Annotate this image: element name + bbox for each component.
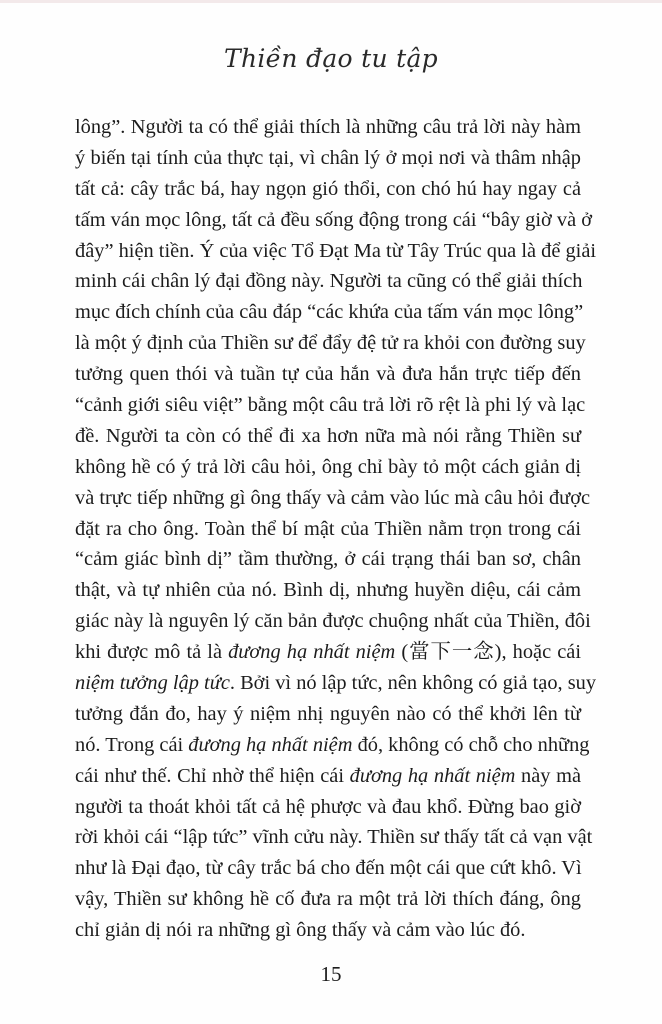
text-line [75, 514, 581, 545]
text-segment: ý biến tại tính của thực tại, vì chân lý ở mọi nơi và thâm nhập [75, 146, 581, 169]
text-segment: không hề có ý trả lời câu hỏi, ông chỉ bày tỏ một cách giản dị [75, 455, 581, 478]
text-line [75, 544, 581, 575]
text-segment: cái như thế. Chỉ nhờ thể hiện cái [75, 764, 350, 787]
text-line [75, 236, 597, 267]
text-line [75, 730, 590, 761]
text-line [75, 359, 581, 390]
text-segment: tấm ván mọc lông, tất cả đều sống động trong cái “bây giờ và ở [75, 208, 593, 231]
text-segment: đó, không có chỗ cho những [352, 733, 590, 756]
text-line [75, 915, 581, 946]
text-segment: là một ý định của Thiền sư để đẩy đệ tử ra khỏi con đường suy [75, 332, 586, 355]
italic-term: niệm tưởng lập tức [75, 672, 230, 695]
text-segment: lông”. Người ta có thể giải thích là những câu trả lời này hàm [75, 116, 581, 138]
text-line [75, 143, 581, 174]
text-segment: đề. Người ta còn có thể đi xa hơn nữa mà nói rằng Thiền sư [75, 424, 581, 447]
italic-term: đương hạ nhất niệm [228, 641, 396, 664]
text-line [75, 822, 593, 853]
text-segment: này mà [515, 764, 581, 787]
text-line [75, 266, 581, 297]
text-line [75, 884, 581, 915]
text-line [75, 699, 581, 730]
text-line [75, 792, 581, 823]
text-line [75, 606, 591, 637]
text-segment: rời khỏi cái “lập tức” vĩnh cửu này. Thiền sư thấy tất cả vạn vật [75, 826, 593, 849]
italic-term: đương hạ nhất niệm [349, 764, 516, 787]
text-segment: giác này là nguyên lý căn bản được chuộng nhất của Thiền, đôi [75, 610, 591, 633]
text-segment: “cảm giác bình dị” tầm thường, ở cái trạng thái ban sơ, chân [75, 548, 581, 571]
text-line [75, 853, 581, 884]
text-line [75, 205, 593, 236]
text-segment: khi được mô tả là [75, 641, 229, 664]
text-segment: minh cái chân lý đại đồng này. Người ta cũng có thể giải thích [75, 270, 583, 293]
text-segment: đặt ra cho ông. Toàn thể bí mật của Thiền nằm trọn trong cái [75, 517, 581, 540]
italic-term: đương hạ nhất niệm [188, 733, 353, 756]
running-head: Thiền đạo tu tập [224, 44, 438, 73]
text-segment: mục đích chính của câu đáp “các khứa của tấm ván mọc lông” [75, 301, 584, 324]
text-line [75, 390, 586, 421]
text-segment: tưởng đắn đo, hay ý niệm nhị nguyên nào có thể khởi lên từ [75, 702, 581, 725]
text-line [75, 668, 597, 699]
text-segment: nó. Trong cái [75, 733, 189, 756]
text-line [75, 297, 584, 328]
text-line [75, 761, 581, 792]
text-segment: vậy, Thiền sư không hề cố đưa ra một trả lời thích đáng, ông [75, 888, 581, 911]
text-segment: và trực tiếp những gì ông thấy và cảm vào lúc mà câu hỏi được [75, 486, 591, 509]
page-number: 15 [320, 962, 342, 986]
text-segment: “cảnh giới siêu việt” bằng một câu trả lời rõ rệt là phi lý và lạc [75, 394, 586, 417]
text-segment: đây” hiện tiền. Ý của việc Tổ Đạt Ma từ Tây Trúc qua là để giải [75, 239, 597, 262]
text-segment: như là Đại đạo, từ cây trắc bá cho đến một cái que cứt khô. Vì [75, 857, 582, 880]
text-segment: chỉ giản dị nói ra những gì ông thấy và cảm vào lúc đó. [75, 919, 526, 942]
page-top-edge [0, 0, 662, 3]
text-line [75, 421, 581, 452]
text-line [75, 112, 581, 143]
text-segment: (當下一念), hoặc cái [395, 641, 581, 664]
text-line [75, 575, 581, 606]
text-segment: tưởng quen thói và tuần tự của hắn và đưa hắn trực tiếp đến [75, 363, 581, 386]
text-line [75, 483, 591, 514]
text-line [75, 452, 581, 483]
text-segment: tất cả: cây trắc bá, hay ngọn gió thổi, con chó hú hay ngay cả [75, 177, 581, 200]
text-segment: . Bởi vì nó lập tức, nên không có giả tạo, suy [229, 672, 597, 695]
body-text [75, 112, 597, 946]
text-line [75, 637, 581, 668]
text-segment: người ta thoát khỏi tất cả hệ phược và đau khổ. Đừng bao giờ [75, 795, 581, 818]
text-segment: thật, và tự nhiên của nó. Bình dị, nhưng huyền diệu, cái cảm [75, 579, 581, 602]
text-line [75, 328, 586, 359]
text-line [75, 174, 581, 205]
